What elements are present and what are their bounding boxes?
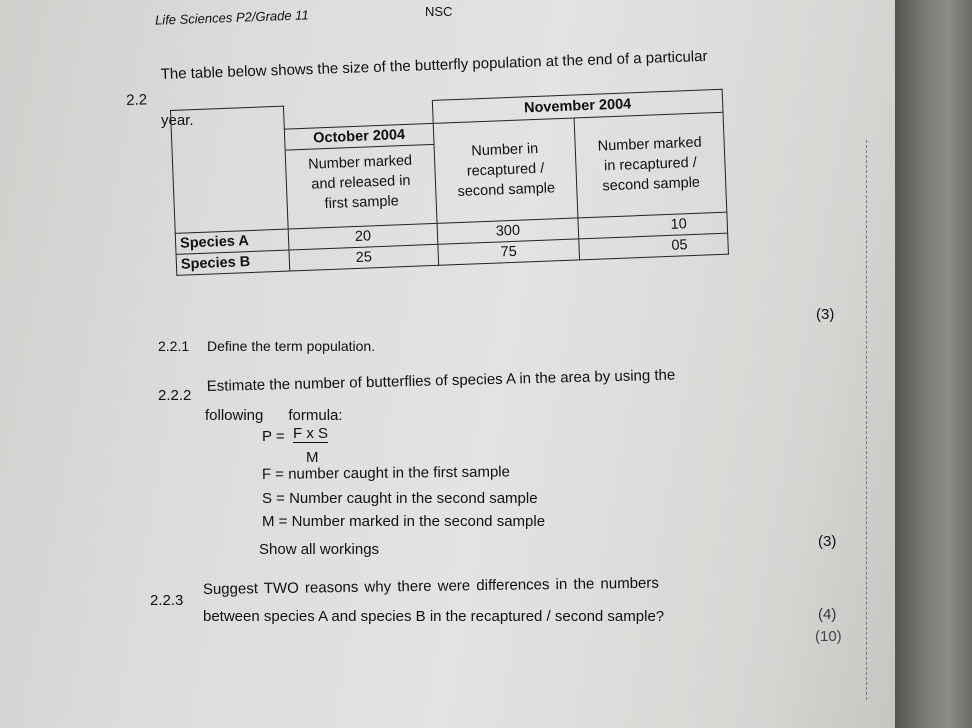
q222-line2: following formula: — [205, 407, 343, 424]
butterfly-table — [170, 89, 729, 276]
col1-header — [285, 144, 437, 228]
row-label-species-a: Species A — [175, 229, 289, 254]
formula-fraction — [293, 425, 328, 443]
col3-header-line: in recaptured / — [603, 155, 698, 175]
nov-header: November 2004 — [432, 89, 723, 123]
col2-header-line: recaptured / — [466, 160, 545, 180]
cell-b-c3: 05 — [579, 233, 729, 260]
header-subject: Life Sciences P2/Grade 11 — [154, 7, 309, 28]
question-intro-line2: year. — [161, 112, 194, 129]
question-intro-line1: The table below shows the size of the butterfly population at the end of a particular — [160, 47, 708, 83]
cell-a-c1: 20 — [288, 223, 438, 250]
col1-header-line: Number marked — [307, 152, 413, 173]
row-label-species-b: Species B — [176, 250, 290, 275]
def-f: F = number caught in the first sample — [261, 463, 511, 483]
q223-line1: Suggest TWO reasons why there were differences in the numbers — [202, 574, 659, 598]
col3-header-line: second sample — [602, 174, 701, 195]
col2-header-line: second sample — [457, 180, 556, 201]
show-workings: Show all workings — [259, 541, 380, 558]
cell-b-c1: 25 — [289, 244, 439, 271]
background-surface — [895, 0, 972, 728]
col1-header-line: and released in — [311, 172, 411, 193]
cell-a-c2: 300 — [437, 217, 579, 243]
col3-header — [574, 112, 727, 217]
formula-denominator: M — [306, 449, 319, 466]
q222-number: 2.2.2 — [158, 387, 192, 404]
oct-header: October 2004 — [284, 123, 434, 150]
cell-a-c3: 10 — [578, 212, 728, 239]
q223-number: 2.2.3 — [150, 592, 184, 609]
table-corner-lower — [172, 150, 288, 233]
question-number: 2.2 — [126, 91, 148, 109]
margin-line — [866, 140, 867, 700]
header-nsc: NSC — [425, 4, 453, 19]
q222-line1: Estimate the number of butterflies of species A in the area by using the — [206, 366, 676, 395]
col2-header — [433, 118, 578, 223]
def-s: S = Number caught in the second sample — [262, 490, 538, 507]
total-mark: (10) — [815, 628, 842, 645]
col3-header-line: Number marked — [597, 134, 702, 155]
mark-2-2: (3) — [816, 306, 835, 323]
def-m: M = Number marked in the second sample — [262, 513, 546, 530]
q223-line2: between species A and species B in the recaptured / second sample? — [203, 608, 665, 625]
mark-2-2-2: (3) — [818, 533, 837, 550]
col1-header-line: first sample — [324, 193, 400, 212]
cell-b-c2: 75 — [438, 238, 580, 264]
formula-numerator: F x S — [293, 425, 329, 442]
formula-lhs: P = — [262, 428, 285, 445]
q221-text: Define the term population. — [207, 338, 376, 354]
q221-number: 2.2.1 — [158, 338, 190, 354]
table-corner — [171, 106, 286, 154]
mark-2-2-3: (4) — [818, 606, 837, 623]
col2-header-line: Number in — [471, 141, 539, 160]
